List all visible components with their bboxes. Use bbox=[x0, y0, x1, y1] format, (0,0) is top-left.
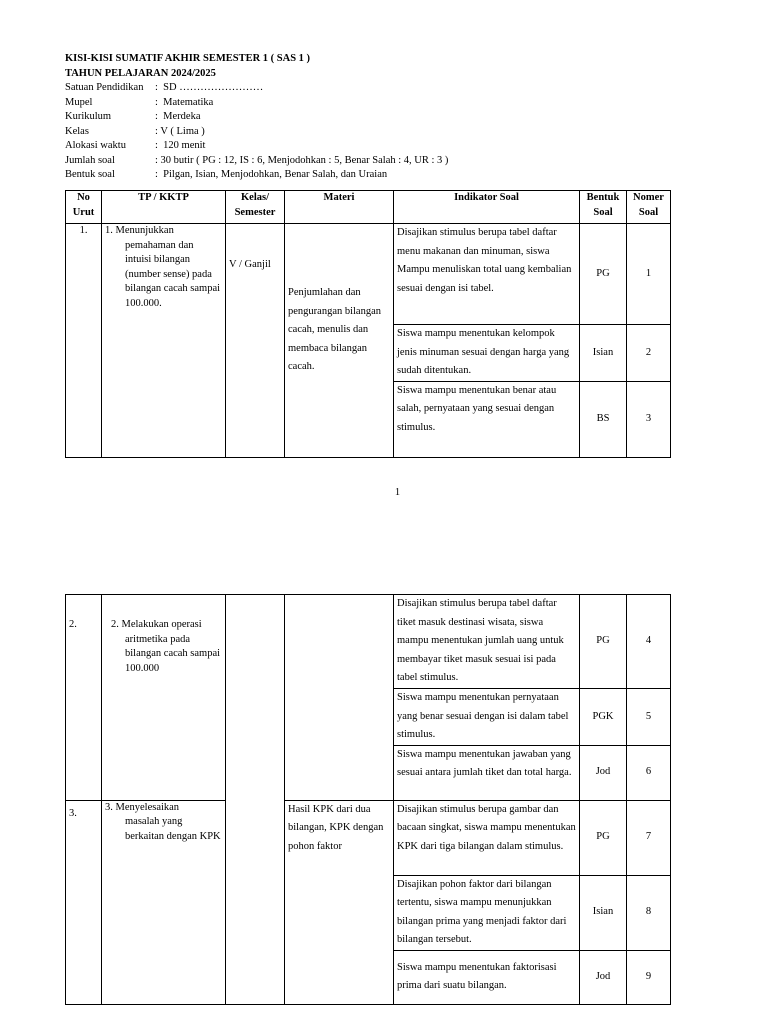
info-row-alokasi: Alokasi waktu : 120 menit bbox=[65, 140, 206, 151]
col-header-kelas: Kelas/ Semester bbox=[226, 191, 285, 224]
row-bentuk: PGK bbox=[580, 689, 627, 746]
document-year: TAHUN PELAJARAN 2024/2025 bbox=[65, 67, 216, 79]
col-header-nomer: Nomer Soal bbox=[627, 191, 671, 224]
row-indikator: Disajikan pohon faktor dari bilangan tertentu, siswa mampu menunjukkan bilangan prima yang menjadi faktor dari bilangan tersebut. bbox=[394, 875, 580, 950]
row-nomer: 5 bbox=[627, 689, 671, 746]
row-no: 3. bbox=[66, 800, 102, 1004]
row-tp: 2. Melakukan operasi aritmetika pada bilangan cacah sampai 100.000 bbox=[102, 595, 226, 801]
col-header-bentuk: Bentuk Soal bbox=[580, 191, 627, 224]
table-header-row bbox=[66, 191, 671, 224]
col-header-indikator: Indikator Soal bbox=[394, 191, 580, 224]
document-header bbox=[65, 52, 448, 183]
info-row-jumlah: Jumlah soal : 30 butir ( PG : 12, IS : 6, Menjodohkan : 5, Benar Salah : 4, UR : 3 ) bbox=[65, 154, 449, 166]
row-indikator: Disajikan stimulus berupa gambar dan bacaan singkat, siswa mampu menentukan KPK dari tiga bilangan dalam stimulus. bbox=[394, 800, 580, 875]
row-nomer: 3 bbox=[627, 381, 671, 457]
row-bentuk: Jod bbox=[580, 745, 627, 800]
kisi-kisi-table-page1 bbox=[65, 190, 671, 458]
row-bentuk: PG bbox=[580, 224, 627, 325]
table-row bbox=[66, 595, 671, 689]
row-indikator: Disajikan stimulus berupa tabel daftar tiket masuk destinasi wisata, siswa mampu menentukan jumlah uang untuk membayar tiket masuk sesuai isi pada tabel stimulus. bbox=[394, 595, 580, 689]
row-indikator: Siswa mampu menentukan benar atau salah, pernyataan yang sesuai dengan stimulus. bbox=[394, 381, 580, 457]
row-no: 1. bbox=[66, 224, 102, 458]
info-row-kelas: Kelas : V ( Lima ) bbox=[65, 125, 205, 137]
row-materi: Penjumlahan dan pengurangan bilangan cacah, menulis dan membaca bilangan cacah. bbox=[285, 224, 394, 458]
info-row-bentuk: Bentuk soal : Pilgan, Isian, Menjodohkan, Benar Salah, dan Uraian bbox=[65, 169, 388, 180]
row-indikator: Siswa mampu menentukan faktorisasi prima dari suatu bilangan. bbox=[394, 950, 580, 1004]
row-indikator: Siswa mampu menentukan kelompok jenis minuman sesuai dengan harga yang sudah ditentukan. bbox=[394, 325, 580, 382]
row-nomer: 2 bbox=[627, 325, 671, 382]
row-kelas bbox=[226, 595, 285, 1005]
row-bentuk: PG bbox=[580, 595, 627, 689]
table-row bbox=[66, 800, 671, 875]
row-nomer: 4 bbox=[627, 595, 671, 689]
row-tp: 3. Menyelesaikan masalah yang berkaitan dengan KPK bbox=[102, 800, 226, 1004]
row-tp: 1. Menunjukkan pemahaman dan intuisi bilangan (number sense) pada bilangan cacah sampai 100.000. bbox=[102, 224, 226, 458]
row-indikator: Disajikan stimulus berupa tabel daftar menu makanan dan minuman, siswa Mampu menuliskan total uang kembalian sesuai dengan isi tabel. bbox=[394, 224, 580, 325]
row-nomer: 7 bbox=[627, 800, 671, 875]
row-indikator: Siswa mampu menentukan jawaban yang sesuai antara jumlah tiket dan total harga. bbox=[394, 745, 580, 800]
page-number: 1 bbox=[394, 487, 401, 498]
row-kelas: V / Ganjil bbox=[226, 224, 285, 458]
info-row-mupel: Mupel : Matematika bbox=[65, 96, 214, 108]
row-nomer: 8 bbox=[627, 875, 671, 950]
row-indikator: Siswa mampu menentukan pernyataan yang benar sesuai dengan isi dalam tabel stimulus. bbox=[394, 689, 580, 746]
col-header-no: No Urut bbox=[66, 191, 102, 224]
row-bentuk: Isian bbox=[580, 325, 627, 382]
row-materi: Hasil KPK dari dua bilangan, KPK dengan pohon faktor bbox=[285, 800, 394, 1004]
info-row-satuan: Satuan Pendidikan : SD …………………… bbox=[65, 82, 264, 93]
row-bentuk: PG bbox=[580, 800, 627, 875]
row-nomer: 9 bbox=[627, 950, 671, 1004]
row-bentuk: Isian bbox=[580, 875, 627, 950]
row-nomer: 1 bbox=[627, 224, 671, 325]
row-no: 2. bbox=[66, 595, 102, 801]
col-header-materi: Materi bbox=[285, 191, 394, 224]
col-header-tp: TP / KKTP bbox=[102, 191, 226, 224]
table-row bbox=[66, 224, 671, 325]
row-materi bbox=[285, 595, 394, 801]
info-row-kurikulum: Kurikulum : Merdeka bbox=[65, 111, 201, 122]
kisi-kisi-table-page2 bbox=[65, 594, 671, 1005]
document-title: KISI-KISI SUMATIF AKHIR SEMESTER 1 ( SAS 1 ) bbox=[65, 53, 311, 64]
row-bentuk: BS bbox=[580, 381, 627, 457]
row-bentuk: Jod bbox=[580, 950, 627, 1004]
row-nomer: 6 bbox=[627, 745, 671, 800]
